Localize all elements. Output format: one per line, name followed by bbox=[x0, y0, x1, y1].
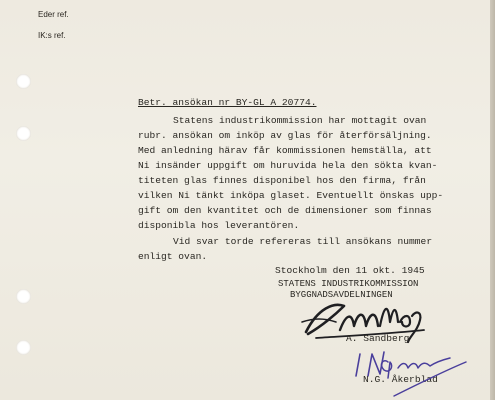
your-ref-label: Eder ref. bbox=[38, 10, 69, 19]
body-line: vilken Ni tänkt inköpa glaset. Eventuellt önskas upp- bbox=[138, 190, 444, 201]
body-line: Statens industrikommission har mottagit ovan bbox=[173, 115, 427, 126]
punch-hole bbox=[16, 340, 31, 355]
punch-hole bbox=[16, 126, 31, 141]
our-ref-label: IK:s ref. bbox=[38, 31, 66, 40]
body-line: Ni insänder uppgift om huruvida hela den sökta kvan- bbox=[138, 160, 438, 171]
page-edge bbox=[490, 0, 495, 400]
body-line: gift om den kvantitet och de dimensioner som finnas bbox=[138, 205, 432, 216]
body-line: disponibla hos leverantören. bbox=[138, 220, 300, 231]
signatory-name: A. Sandberg bbox=[346, 333, 410, 344]
ink-stroke-icon bbox=[390, 360, 470, 398]
punch-hole bbox=[16, 289, 31, 304]
closing-line: Vid svar torde refereras till ansökans nummer bbox=[173, 236, 433, 247]
body-line: rubr. ansökan om inköp av glas för återförsäljning. bbox=[138, 130, 432, 141]
signatory-name: N.G. Åkerblad bbox=[363, 374, 438, 385]
org-name: STATENS INDUSTRIKOMMISSION bbox=[278, 279, 419, 289]
place-date: Stockholm den 11 okt. 1945 bbox=[275, 265, 425, 276]
body-line: Med anledning härav får kommissionen hemställa, att bbox=[138, 145, 432, 156]
org-department: BYGGNADSAVDELNINGEN bbox=[290, 290, 393, 300]
body-line: titeten glas finnes disponibel hos den firma, från bbox=[138, 175, 426, 186]
subject-line: Betr. ansökan nr BY-GL A 20774. bbox=[138, 97, 317, 108]
closing-line: enligt ovan. bbox=[138, 251, 208, 262]
punch-hole bbox=[16, 74, 31, 89]
